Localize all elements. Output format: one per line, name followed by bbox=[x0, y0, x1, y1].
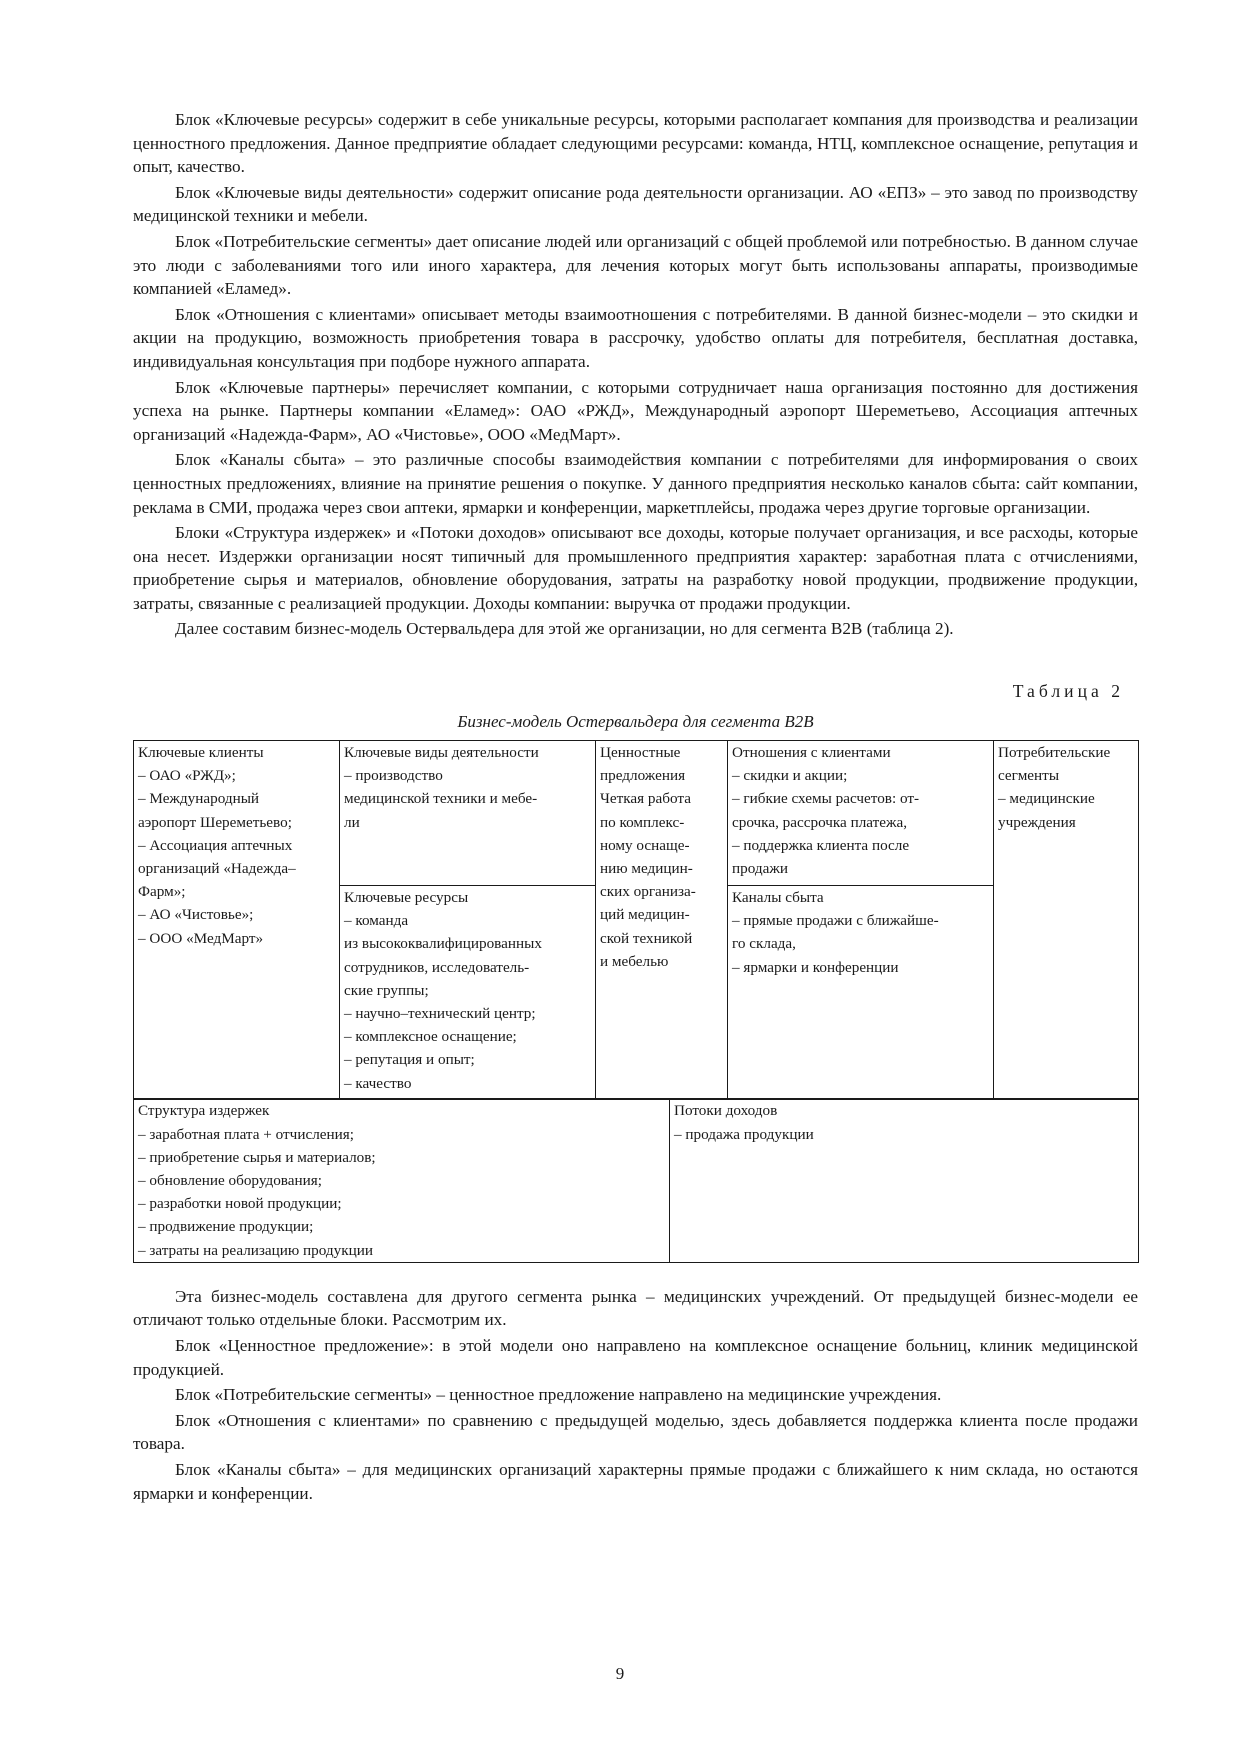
cell-line: – затраты на реализацию продукции bbox=[138, 1241, 374, 1259]
page-number: 9 bbox=[615, 1664, 625, 1683]
cell-line: – гибкие схемы расчетов: от- bbox=[732, 790, 920, 808]
cell-line: – ООО «МедМарт» bbox=[138, 929, 264, 947]
cell-line: срочка, рассрочка платежа, bbox=[732, 813, 908, 831]
cell-line: Фарм»; bbox=[138, 883, 186, 901]
cell-title: Потребительские bbox=[998, 744, 1111, 762]
cell-title: Ключевые клиенты bbox=[138, 744, 264, 762]
cell-line: ций медицин- bbox=[600, 906, 690, 924]
cell-line: ному оснаще- bbox=[600, 836, 690, 854]
text-block-top bbox=[133, 108, 1138, 641]
cell-line: сегменты bbox=[998, 767, 1060, 785]
key-activities-cell bbox=[340, 741, 596, 886]
cell-title: Ключевые виды деятельности bbox=[344, 744, 539, 762]
cell-line: – качество bbox=[344, 1074, 412, 1092]
cell-line: – обновление оборудования; bbox=[138, 1172, 322, 1190]
key-resources-cell bbox=[340, 886, 596, 1100]
cell-line: учреждения bbox=[998, 813, 1076, 831]
cell-line: из высококвалифицированных bbox=[344, 935, 542, 953]
cell-title: Потоки доходов bbox=[674, 1102, 778, 1120]
cell-line: – заработная плата + отчисления; bbox=[138, 1125, 354, 1143]
paragraph: Блок «Потребительские сегменты» – ценностное предложение направлено на медицинские учреждения. bbox=[175, 1385, 942, 1405]
cell-line: медицинской техники и мебе- bbox=[344, 790, 538, 808]
paragraph: Блок «Потребительские сегменты» дает описание людей или организаций с общей проблемой или потребностью. В данном случае это люди с заболеваниями того или иного характера, для лечения которых могут быть использованы аппараты, производимые компанией «Еламед». bbox=[133, 231, 1138, 299]
customer-relations-cell bbox=[728, 741, 994, 886]
cell-line: – медицинские bbox=[998, 790, 1095, 808]
cell-line: аэропорт Шереметьево; bbox=[138, 813, 292, 831]
paragraph: Блок «Ценностное предложение»: в этой модели оно направлено на комплексное оснащение больниц, клиник медицинской продукцией. bbox=[133, 1336, 1138, 1379]
cell-line: – команда bbox=[344, 912, 409, 930]
cell-line: – разработки новой продукции; bbox=[138, 1195, 342, 1213]
cell-line: – прямые продажи с ближайше- bbox=[732, 912, 939, 930]
cell-line: – комплексное оснащение; bbox=[344, 1028, 517, 1046]
business-model-table-bottom bbox=[133, 1098, 1139, 1262]
cell-line: – ярмарки и конференции bbox=[732, 958, 899, 976]
cell-line: – научно–технический центр; bbox=[344, 1005, 536, 1023]
paragraph: Эта бизнес-модель составлена для другого сегмента рынка – медицинских учреждений. От предыдущей бизнес-модели ее отличают только отдельные блоки. Рассмотрим их. bbox=[133, 1286, 1138, 1330]
cell-line: организаций «Надежда– bbox=[138, 860, 296, 878]
key-partners-cell bbox=[134, 741, 340, 1100]
customer-segments-cell bbox=[994, 741, 1139, 1100]
channels-cell bbox=[728, 886, 994, 1100]
document-page bbox=[133, 108, 1138, 1507]
cell-title: Структура издержек bbox=[138, 1102, 270, 1120]
cell-line: по комплекс- bbox=[600, 813, 685, 831]
cell-title: Ценностные bbox=[600, 744, 681, 762]
paragraph: Блок «Отношения с клиентами» описывает методы взаимоотношения с потребителями. В данной бизнес-модели – это скидки и акции на продукцию, возможность приобретения товара в рассрочку, удобство оплаты для потребителя, бесплатная доставка, индивидуальная консультация при подборе нужного аппарата. bbox=[133, 304, 1138, 371]
cell-line: и мебелью bbox=[600, 952, 669, 970]
cell-line: – АО «Чистовье»; bbox=[138, 906, 254, 924]
cell-line: – продажа продукции bbox=[674, 1125, 814, 1143]
cell-line: – репутация и опыт; bbox=[344, 1051, 475, 1069]
paragraph: Блок «Ключевые партнеры» перечисляет компании, с которыми сотрудничает наша организация постоянно для достижения успеха на рынке. Партнеры компании «Еламед»: ОАО «РЖД», Международный аэропорт Шереметьево, Ассоциация аптечных организаций «Надежда-Фарм», АО «Чистовье», ООО «МедМарт». bbox=[133, 377, 1138, 444]
cell-line: – поддержка клиента после bbox=[732, 836, 910, 854]
paragraph: Блоки «Структура издержек» и «Потоки доходов» описывают все доходы, которые получает организация, и все расходы, которые она несет. Издержки организации носят типичный для промышленного предприятия характер: заработная плата с отчислениями, приобретение сырья и материалов, обновление оборудования, затраты на разработку новой продукции, продвижение продукции, затраты, связанные с реализацией продукции. Доходы компании: выручка от продажи продукции. bbox=[133, 523, 1138, 613]
cell-line: – ОАО «РЖД»; bbox=[138, 767, 236, 785]
cell-title: Каналы сбыта bbox=[732, 889, 824, 907]
value-proposition-cell bbox=[596, 741, 728, 1100]
paragraph: Блок «Каналы сбыта» – для медицинских организаций характерны прямые продажи с ближайшего к ним склада, но остаются ярмарки и конференции. bbox=[133, 1460, 1138, 1503]
cost-structure-cell bbox=[134, 1099, 670, 1262]
cell-line: – скидки и акции; bbox=[732, 767, 848, 785]
cell-line: ской техникой bbox=[600, 929, 693, 947]
cell-line: – Международный bbox=[138, 790, 260, 808]
cell-line: сотрудников, исследователь- bbox=[344, 958, 530, 976]
cell-line: – продвижение продукции; bbox=[138, 1218, 314, 1236]
cell-line: нию медицин- bbox=[600, 860, 693, 878]
cell-line: – производство bbox=[344, 767, 443, 785]
table-title: Бизнес-модель Остервальдера для сегмента B2B bbox=[457, 712, 814, 732]
cell-line: ских организа- bbox=[600, 883, 696, 901]
cell-line: продажи bbox=[732, 860, 788, 878]
business-model-table bbox=[133, 740, 1139, 1100]
cell-line: Четкая работа bbox=[600, 790, 691, 808]
cell-line: го склада, bbox=[732, 935, 796, 953]
cell-line: ли bbox=[344, 813, 360, 831]
paragraph: Блок «Отношения с клиентами» по сравнению с предыдущей моделью, здесь добавляется поддержка клиента после продажи товара. bbox=[133, 1410, 1138, 1454]
cell-line: – приобретение сырья и материалов; bbox=[138, 1148, 376, 1166]
cell-title: Отношения с клиентами bbox=[732, 744, 891, 762]
paragraph: Блок «Ключевые виды деятельности» содержит описание рода деятельности организации. АО «ЕПЗ» – это завод по производству медицинской техники и мебели. bbox=[133, 182, 1138, 226]
revenue-streams-cell bbox=[670, 1099, 1139, 1262]
paragraph: Блок «Ключевые ресурсы» содержит в себе уникальные ресурсы, которыми располагает компания для производства и реализации ценностного предложения. Данное предприятие обладает следующими ресурсами: команда, НТЦ, комплексное оснащение, репутация и опыт, качество. bbox=[133, 110, 1138, 177]
cell-title: Ключевые ресурсы bbox=[344, 889, 469, 907]
cell-line: – Ассоциация аптечных bbox=[138, 836, 293, 854]
paragraph: Далее составим бизнес-модель Остервальдера для этой же организации, но для сегмента B2B (таблица 2). bbox=[175, 619, 954, 639]
cell-line: ские группы; bbox=[344, 981, 429, 999]
table-label: Таблица 2 bbox=[1012, 681, 1124, 702]
text-block-bottom bbox=[133, 1285, 1138, 1505]
cell-line: предложения bbox=[600, 767, 686, 785]
paragraph: Блок «Каналы сбыта» – это различные способы взаимодействия компании с потребителями для информирования о своих ценностных предложениях, влияние на принятие решения о покупке. У данного предприятия несколько каналов сбыта: сайт компании, реклама в СМИ, продажа через свои аптеки, ярмарки и конференции, маркетплейсы, продажа через другие торговые организации. bbox=[133, 450, 1138, 517]
